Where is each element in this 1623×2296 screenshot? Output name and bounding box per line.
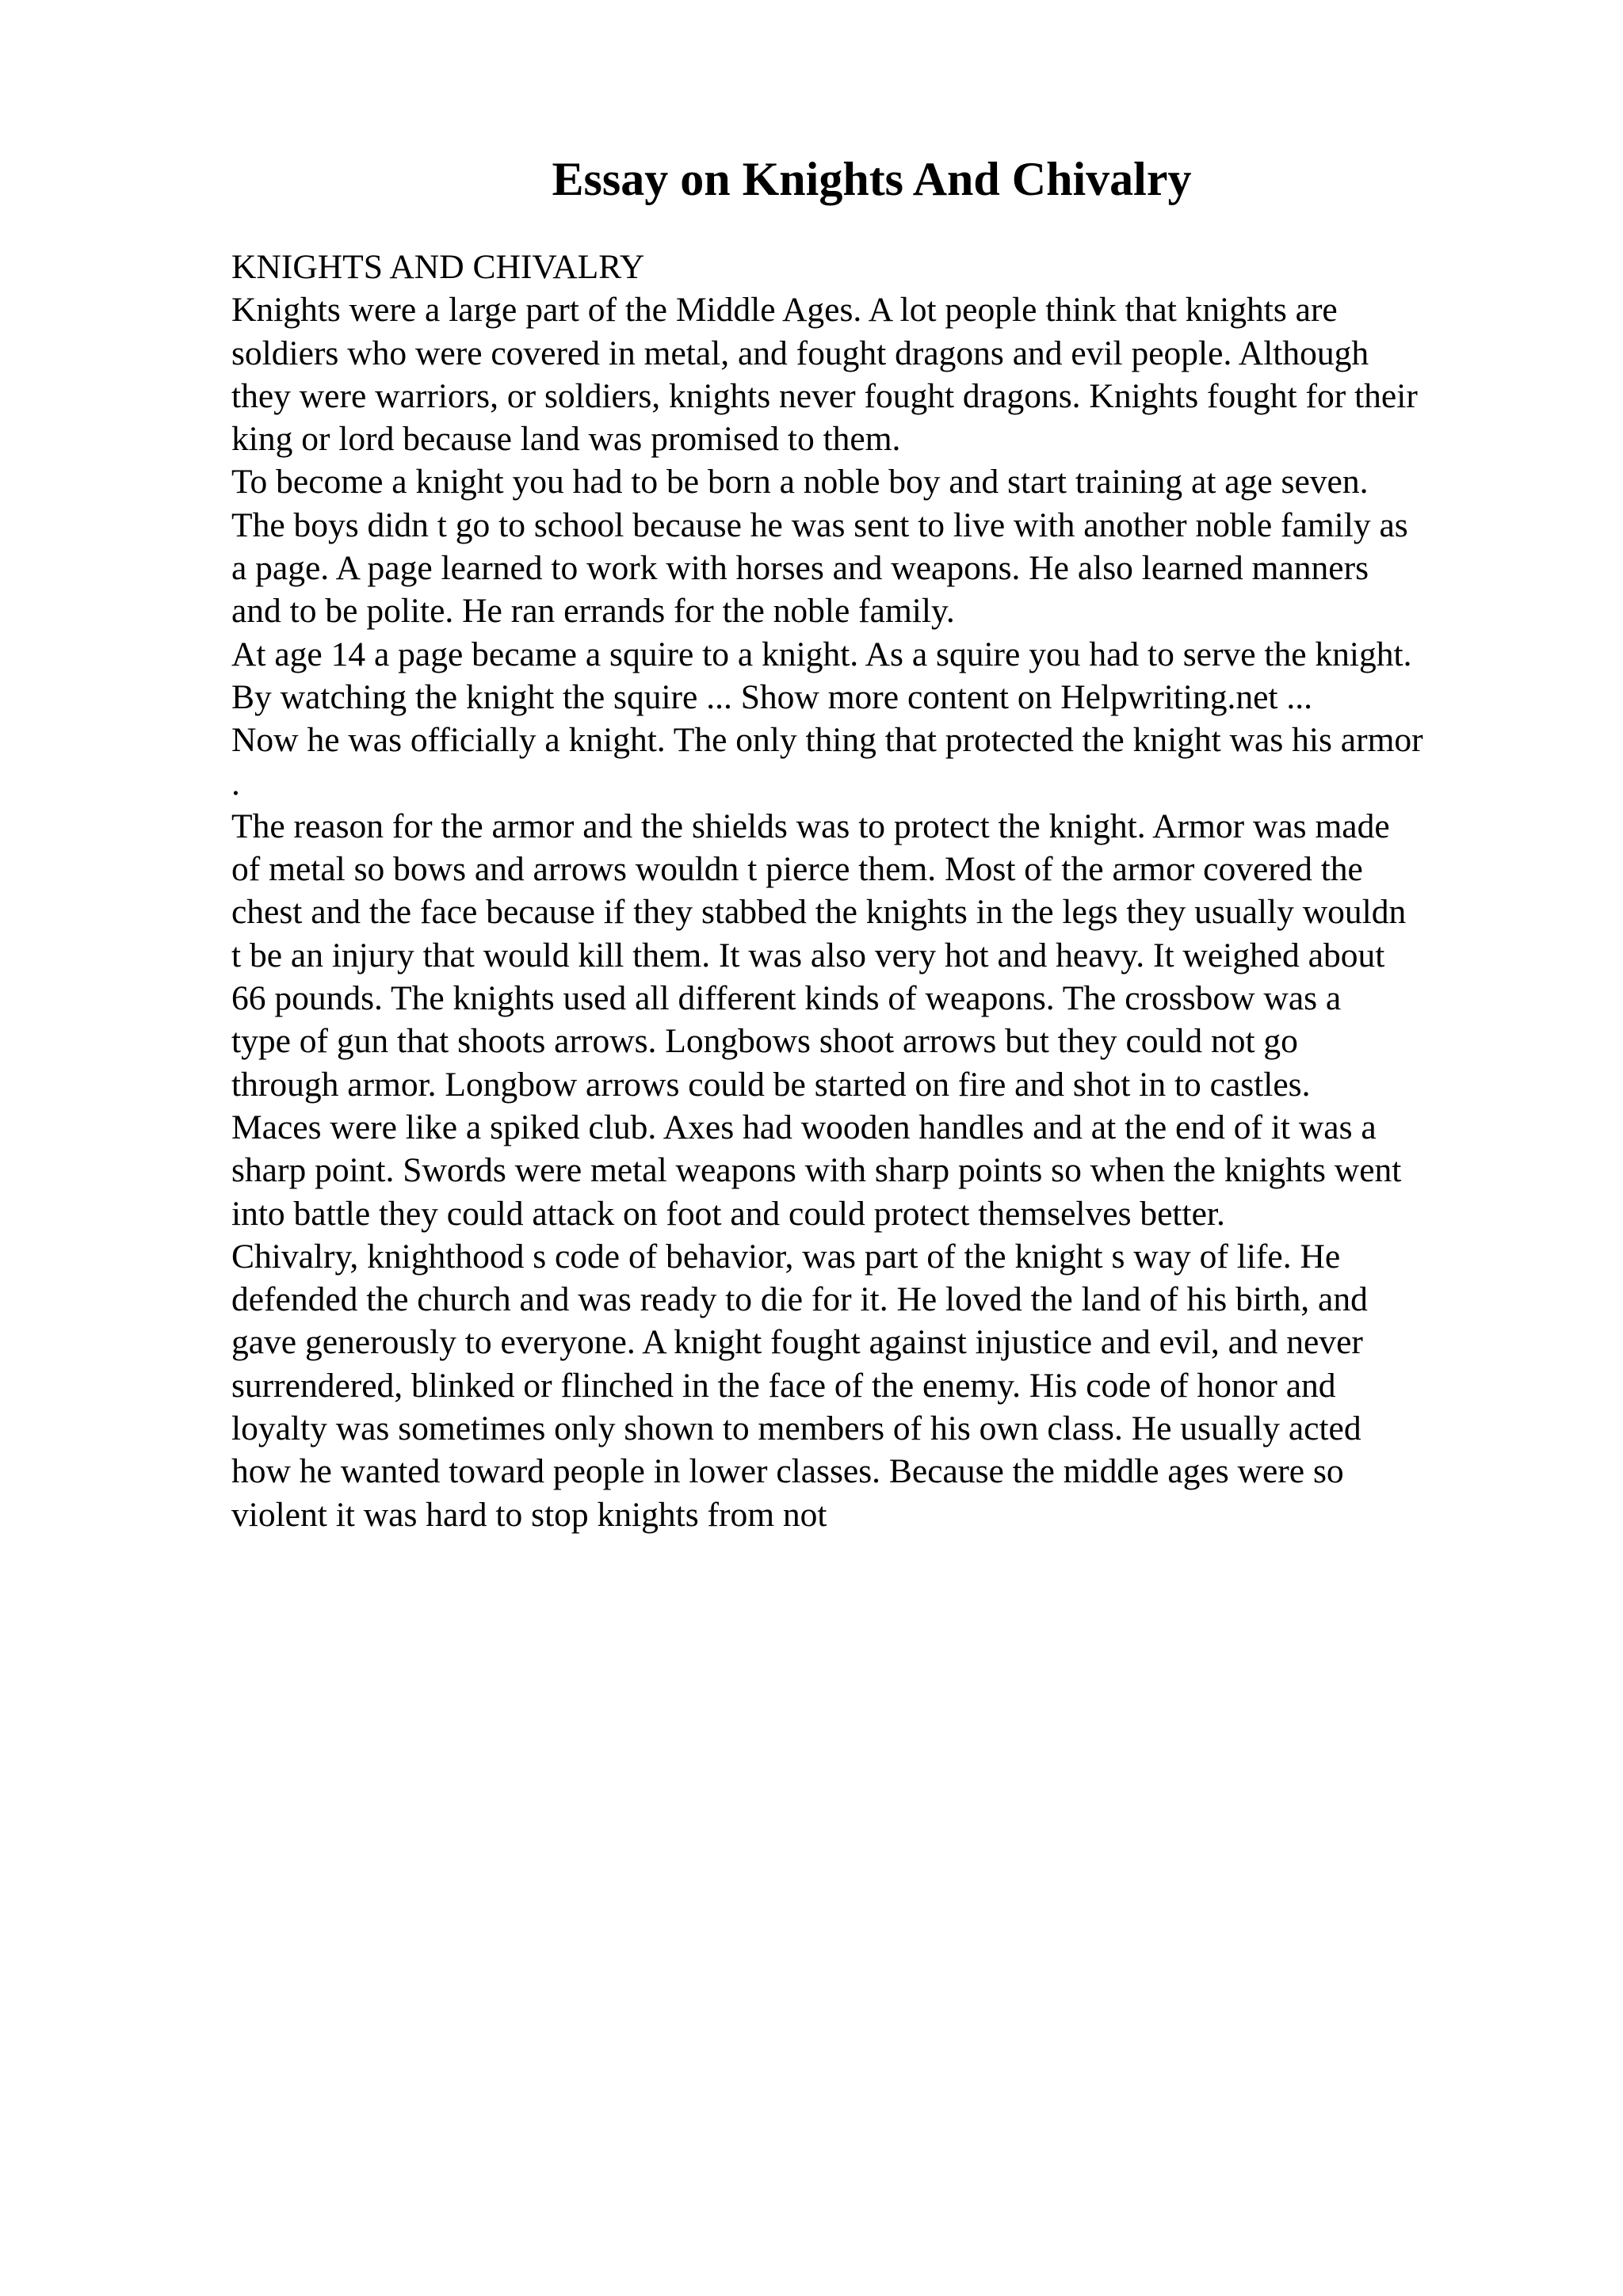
body-line: violent it was hard to stop knights from not [231, 1495, 827, 1534]
body-line: loyalty was sometimes only shown to members of his own class. He usually acted [231, 1409, 1361, 1448]
body-line: defended the church and was ready to die for it. He loved the land of his birth, and [231, 1280, 1368, 1319]
body-line: To become a knight you had to be born a noble boy and start training at age seven. [231, 463, 1369, 502]
body-line: they were warriors, or soldiers, knights never fought dragons. Knights fought for their [231, 376, 1418, 415]
body-line: soldiers who were covered in metal, and fought dragons and evil people. Although [231, 334, 1369, 372]
body-line: how he wanted toward people in lower classes. Because the middle ages were so [231, 1452, 1344, 1491]
body-line: Now he was officially a knight. The only thing that protected the knight was his armor [231, 721, 1423, 760]
body-line: gave generously to everyone. A knight fought against injustice and evil, and never [231, 1323, 1363, 1362]
body-line: . [231, 764, 240, 803]
body-line: t be an injury that would kill them. It was also very hot and heavy. It weighed about [231, 936, 1385, 974]
body-line: into battle they could attack on foot and could protect themselves better. [231, 1194, 1225, 1233]
body-line: through armor. Longbow arrows could be started on fire and shot in to castles. [231, 1065, 1311, 1104]
body-line: chest and the face because if they stabbed the knights in the legs they usually wouldn [231, 893, 1407, 932]
body-line: king or lord because land was promised to them. [231, 420, 901, 459]
body-line: Maces were like a spiked club. Axes had wooden handles and at the end of it was a [231, 1108, 1377, 1146]
body-line: and to be polite. He ran errands for the noble family. [231, 592, 955, 631]
body-line: Knights were a large part of the Middle Ages. A lot people think that knights are [231, 291, 1338, 330]
body-line-heading: KNIGHTS AND CHIVALRY [231, 248, 645, 286]
document-body [231, 246, 1610, 1536]
body-line: Chivalry, knighthood s code of behavior, was part of the knight s way of life. He [231, 1237, 1341, 1276]
body-line: type of gun that shoots arrows. Longbows shoot arrows but they could not go [231, 1022, 1298, 1061]
body-line: The reason for the armor and the shields was to protect the knight. Armor was made [231, 807, 1390, 845]
body-line: sharp point. Swords were metal weapons with sharp points so when the knights went [231, 1151, 1402, 1190]
document-title: Essay on Knights And Chivalry [552, 153, 1192, 205]
body-line: At age 14 a page became a squire to a knight. As a squire you had to serve the knight. [231, 635, 1412, 673]
body-line: surrendered, blinked or flinched in the face of the enemy. His code of honor and [231, 1366, 1336, 1405]
body-line: a page. A page learned to work with horses and weapons. He also learned manners [231, 549, 1369, 588]
body-line: By watching the knight the squire ... Show more content on Helpwriting.net ... [231, 677, 1312, 716]
body-line: 66 pounds. The knights used all different kinds of weapons. The crossbow was a [231, 979, 1342, 1018]
body-line: The boys didn t go to school because he was sent to live with another noble family as [231, 505, 1408, 544]
body-line: of metal so bows and arrows wouldn t pierce them. Most of the armor covered the [231, 850, 1363, 889]
